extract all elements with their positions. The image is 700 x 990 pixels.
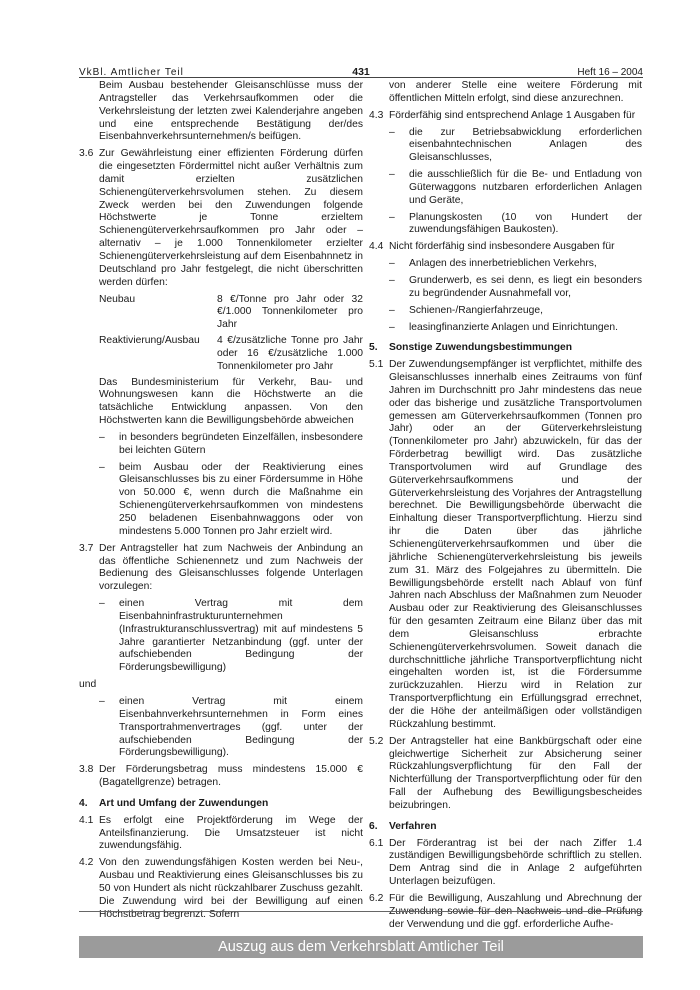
- list-item: [99, 462, 363, 539]
- list-item-text: Schienen-/Rangierfahrzeuge,: [409, 304, 543, 316]
- dash-marker: –: [389, 126, 395, 138]
- right-column: [369, 80, 642, 935]
- section-number: 6.2: [369, 892, 384, 904]
- list-item: [389, 305, 642, 318]
- list-item-text: Anlagen des innerbetrieblichen Verkehrs,: [409, 258, 597, 270]
- rate-row-reaktivierung: [99, 335, 363, 374]
- section-text: Förderfähig sind entsprechend Anlage 1 Ausgaben für: [389, 109, 636, 121]
- page-number: 431: [352, 66, 370, 78]
- section-text: Der Antragsteller hat zum Nachweis der Anbindung an das öffentliche Schienennetz und zum Nachweis der Bedienung des Gleisanschlusses folgende Unterlagen vorzulegen:: [99, 542, 363, 593]
- paragraph-intro: Beim Ausbau bestehender Gleisanschlüsse muss der Antragsteller das Verkehrsaufkommen oder die Verkehrsleistung der letzten zwei Kalenderjahre angeben und eine entsprechende Bestätigung der/des Eisenbahnverkehrsunternehmen/s beifügen.: [99, 80, 363, 143]
- list-item-text: leasingfinanzierte Anlagen und Einrichtungen.: [409, 321, 618, 333]
- section-text: Nicht förderfähig sind insbesondere Ausgaben für: [389, 241, 615, 253]
- section-number: 4.4: [369, 241, 384, 253]
- list-item-text: in besonders begründeten Einzelfällen, insbesondere bei leichten Gütern: [119, 431, 363, 456]
- section-text: Zur Gewährleistung einer effizienten Förderung dürfen die eingesetzten Fördermittel nicht außer Verhältnis zum damit erzielten zusätzlichen Schienengüterverkehrsvolumen stehen. Zu diesem Zweck werden bei den Zuwendungen folgende Höchstwerte je Tonne erzieltem Schienengüterverkehrsaufkommen pro Jahr oder – alternativ – je 1.000 Tonnenkilometer erzielter Schienengüterverkehrsleistung auf dem Eisenbahnnetz in Deutschland pro Jahr festgelegt, die nicht überschritten werden dürfen:: [99, 148, 363, 288]
- dash-marker: –: [99, 695, 105, 707]
- section-5-1: [369, 359, 642, 731]
- section-text: Es erfolgt eine Projektförderung im Wege der Anteilsfinanzierung. Die Umsatzsteuer ist nicht zuwendungsfähig.: [99, 814, 363, 852]
- heading-number: 4.: [79, 797, 88, 809]
- heading-number: 5.: [369, 342, 378, 354]
- list-item-text: Grunderwerb, es sei denn, es liegt ein besonders zu begründender Ausnahmefall vor,: [409, 274, 642, 299]
- section-number: 3.6: [79, 148, 94, 160]
- section-number: 3.7: [79, 542, 94, 554]
- list-item-text: die ausschließlich für die Be- und Entladung von Güterwaggons nutzbaren erforderlichen Anlagen und Geräte,: [409, 169, 642, 206]
- section-5-2: [369, 736, 642, 813]
- list-item: [389, 169, 642, 208]
- section-number: 5.1: [369, 359, 384, 371]
- left-column: [79, 80, 363, 925]
- journal-title: VkBl. Amtlicher Teil: [79, 67, 184, 78]
- dash-marker: –: [389, 304, 395, 316]
- section-4-4: [369, 241, 642, 254]
- list-item: [389, 258, 642, 271]
- section-number: 3.8: [79, 764, 94, 776]
- section-6-2: [369, 893, 642, 932]
- issue-label: Heft 16 – 2004: [577, 67, 643, 78]
- dash-marker: –: [99, 431, 105, 443]
- section-number: 6.1: [369, 837, 384, 849]
- dash-marker: –: [389, 274, 395, 286]
- rate-row-neubau: [99, 294, 363, 333]
- list-item-text: einen Vertrag mit dem Eisenbahninfrastrukturunternehmen (Infrastrukturanschlussvertrag) mit auf mindestens 5 Jahre garantierter Netzanbindung (ggf. unter der aufschiebenden Bedingung der Förderungsbewilligung): [119, 598, 363, 674]
- section-4-1: [79, 815, 363, 854]
- section-3-6: [79, 148, 363, 289]
- list-item: [389, 275, 642, 301]
- heading-section-4: [79, 798, 363, 811]
- footer-divider: [79, 911, 643, 912]
- footer-banner: Auszug aus dem Verkehrsblatt Amtlicher Teil: [79, 936, 643, 958]
- section-number: 5.2: [369, 735, 384, 747]
- section-3-8: [79, 764, 363, 790]
- conjunction-und: und: [79, 679, 97, 691]
- section-text: Der Förderantrag ist bei der nach Ziffer 1.4 zuständigen Bewilligungsbehörde schriftlich zu stellen. Dem Antrag sind die in Anlage 2 aufgeführten Unterlagen beizufügen.: [389, 837, 642, 888]
- section-text: Der Förderungsbetrag muss mindestens 15.000 € (Bagatellgrenze) betragen.: [99, 764, 363, 789]
- list-item-text: Planungskosten (10 von Hundert der zuwendungsfähigen Baukosten).: [409, 211, 642, 236]
- list-item-text: einen Vertrag mit einem Eisenbahnverkehrsunternehmen in Form eines Transportrahmenvertrages (ggf. unter der aufschiebenden Bedingung der Förderungsbewilligung).: [119, 695, 363, 759]
- dash-marker: –: [389, 258, 395, 270]
- dash-marker: –: [99, 461, 105, 473]
- rate-label: Neubau: [99, 293, 136, 305]
- rate-value: 8 €/Tonne pro Jahr oder 32 €/1.000 Tonnenkilometer pro Jahr: [217, 293, 363, 331]
- rate-value: 4 €/zusätzliche Tonne pro Jahr oder 16 €/zusätzliche 1.000 Tonnenkilometer pro Jahr: [217, 335, 363, 372]
- list-item: [99, 432, 363, 458]
- section-text: Von den zuwendungsfähigen Kosten werden bei Neu-, Ausbau und Reaktivierung eines Gleisanschlusses bis zu 50 von Hundert als nicht rückzahlbarer Zuschuss gezahlt. Die Zuwendung wird bei der Bewilligung auf einen Höchstbetrag begrenzt. Sofern: [99, 857, 363, 920]
- heading-title: Verfahren: [389, 820, 437, 832]
- dash-marker: –: [99, 598, 105, 610]
- section-6-1: [369, 838, 642, 889]
- list-item-text: beim Ausbau oder der Reaktivierung eines Gleisanschlusses bis zu einer Fördersumme in Höhe von 50.000 €, wenn durch die Maßnahme ein Schienengüterverkehrsaufkommen von mindestens 250 beladenen Eisenbahnwaggons oder von mindestens 5.000 Tonnen pro Jahr erzielt wird.: [119, 461, 363, 537]
- heading-title: Sonstige Zuwendungsbestimmungen: [389, 342, 573, 354]
- dash-marker: –: [389, 169, 395, 181]
- list-item: [389, 322, 642, 335]
- section-3-7: [79, 543, 363, 594]
- heading-number: 6.: [369, 820, 378, 832]
- paragraph-continuation: von anderer Stelle eine weitere Förderung mit öffentlichen Mitteln erfolgt, sind diese anzurechnen.: [389, 80, 642, 104]
- heading-section-6: [369, 821, 642, 834]
- dash-marker: –: [389, 321, 395, 333]
- heading-section-5: [369, 342, 642, 355]
- list-item-text: die zur Betriebsabwicklung erforderlichen eisenbahntechnischen Anlagen des Gleisanschlusses,: [409, 126, 642, 164]
- heading-title: Art und Umfang der Zuwendungen: [99, 797, 269, 809]
- list-item: [389, 212, 642, 238]
- section-text: Für die Bewilligung, Auszahlung und Abrechnung der Zuwendung sowie für den Nachweis und die Prüfung der Verwendung und die ggf. erforderliche Aufhe-: [389, 892, 642, 930]
- section-4-3: [369, 110, 642, 123]
- dash-marker: –: [389, 211, 395, 223]
- list-item: [99, 696, 363, 760]
- section-number: 4.1: [79, 814, 94, 826]
- header-divider: [79, 77, 643, 78]
- section-text: Der Zuwendungsempfänger ist verpflichtet, mithilfe des Gleisanschlusses innerhalb eines Zeitraums von fünf Jahren im Durchschnitt pro Jahr mindestens das neue oder das bisherige und zusätzliche Transportvolumen gemessen am Güterverkehrsaufkommen (Tonnen pro Jahr) oder an der Güterverkehrsleistung (Tonnenkilometer pro Jahr) abzuwickeln, für das der Förderbetrag bewilligt wird. Das zusätzliche Transportvolumen wird auf Grundlage des Güterverkehrsaufkommens und der Güterverkehrsleistung des Vorjahres der Antragstellung berechnet. Die Bewilligungsbehörde überwacht die Einhaltung dieser Transportverpflichtung. Hierzu sind ihr die Daten über das jährliche Schienengüterverkehrsaufkommen und über die jährliche Schienengüterverkehrsleistung bis jeweils zum 31. März des Folgejahres zu übermitteln. Die Bewilligungsbehörde erstellt nach Ablauf von fünf Jahren nach Abschluss der Maßnahmen zum Neuoder Ausbau oder zur Reaktivierung des Gleisanschlusses für den gesamten Zeitraum eine Bilanz über das mit dem Gleisanschluss erbrachte Schienengüterverkehrsvolumen. Soweit danach die durchschnittliche jährliche Transportverpflichtung nicht eingehalten worden ist, ist die Fördersumme zurückzuzahlen. Hierzu wird in Relation zur Transportverpflichtung ein Erfüllungsgrad errechnet, der die Höhe der anteilmäßigen oder vollständigen Rückzahlung bestimmt.: [389, 359, 642, 730]
- page-header: [79, 62, 643, 78]
- rate-label: Reaktivierung/Ausbau: [99, 335, 200, 347]
- section-number: 4.2: [79, 857, 94, 869]
- list-item: [389, 127, 642, 166]
- section-number: 4.3: [369, 109, 384, 121]
- section-text: Der Antragsteller hat eine Bankbürgschaft oder eine gleichwertige Sicherheit zur Absicherung seiner Rückzahlungsverpflichtung für den Fall der Nichterfüllung der Transportverpflichtung oder für den Fall der Aufhebung des Bewilligungsbescheides beizubringen.: [389, 735, 642, 811]
- paragraph-hoechstwerte: Das Bundesministerium für Verkehr, Bau- und Wohnungswesen kann die Höchstwerte an die tatsächliche Entwicklung anpassen. Von den Höchstwerten kann die Bewilligungsbehörde abweichen: [99, 376, 363, 427]
- list-item: [99, 598, 363, 675]
